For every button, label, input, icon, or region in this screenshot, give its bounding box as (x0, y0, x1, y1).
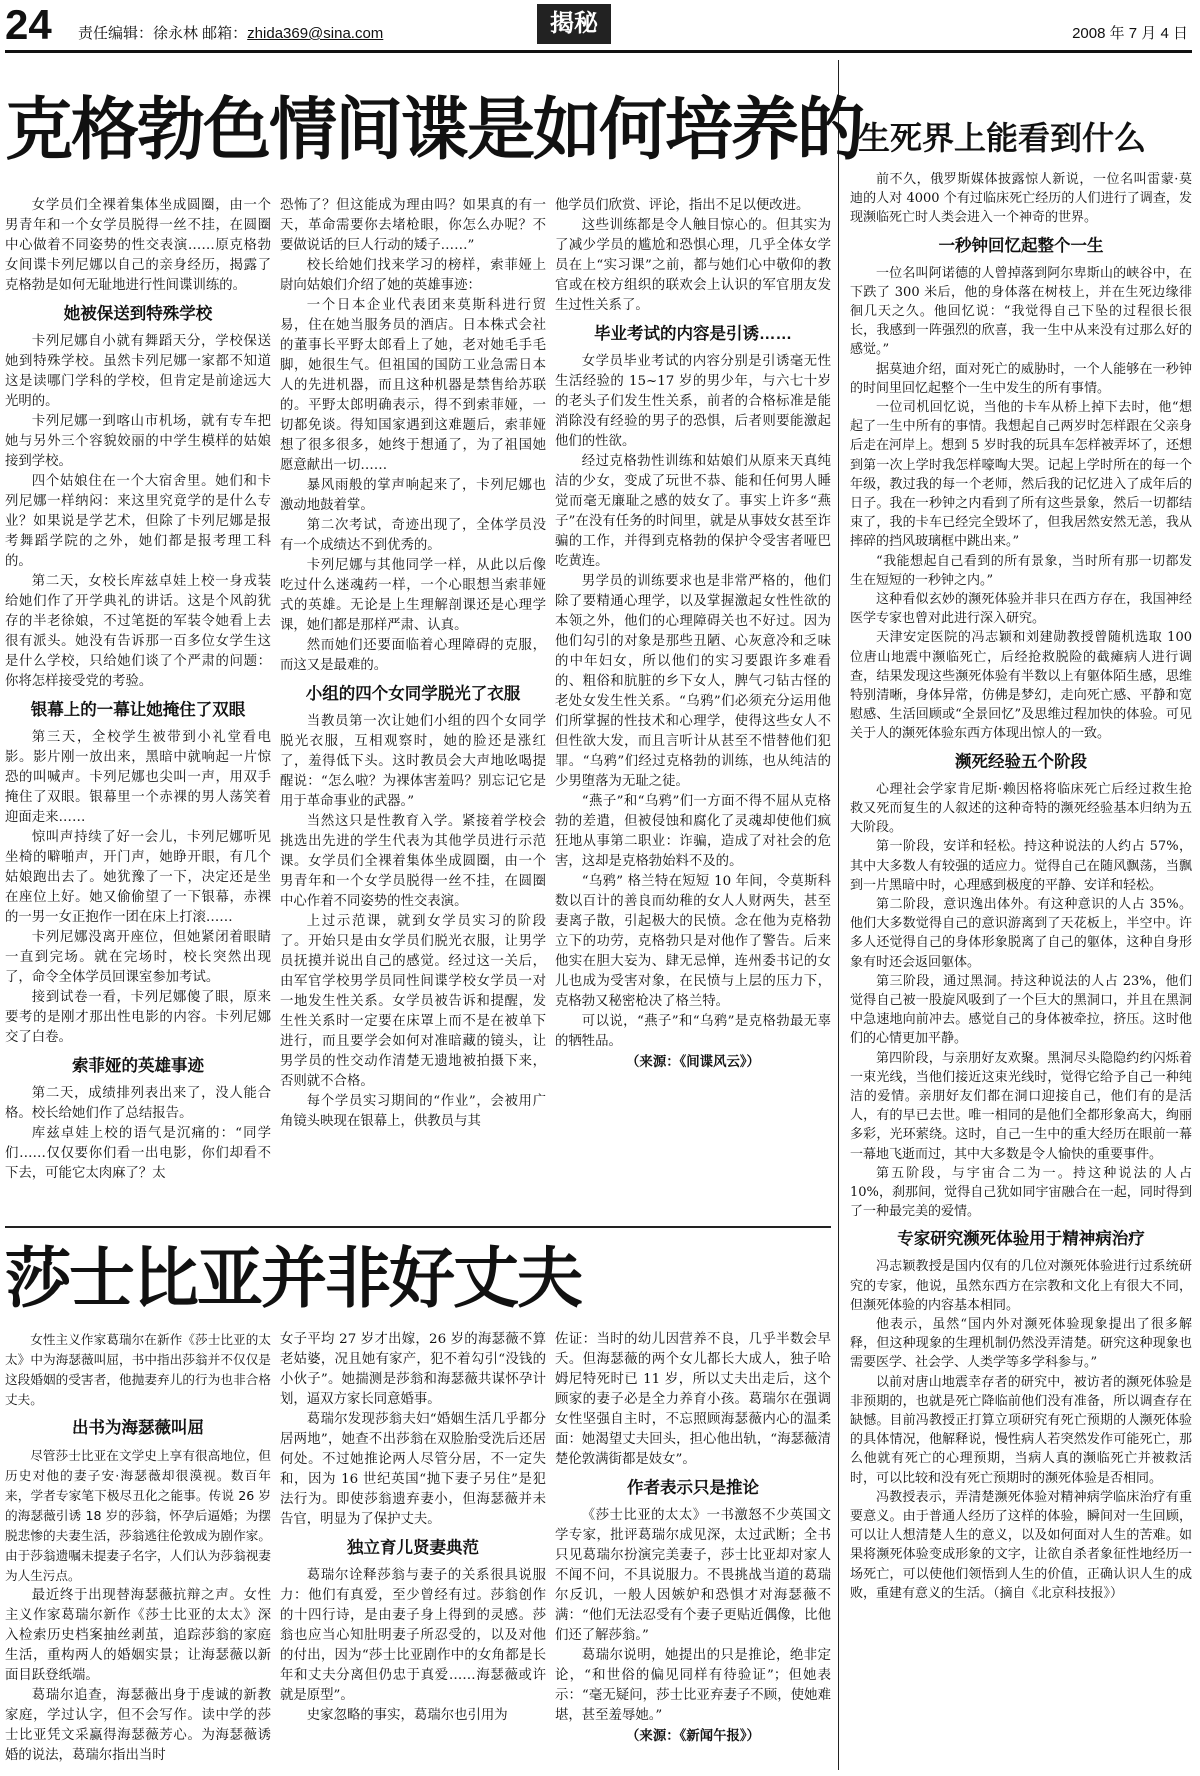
paragraph: 女学员们全裸着集体坐成圆圈，由一个男青年和一个女学员脱得一丝不挂，在圆圈中心做着不同姿势的性交表演……原克格勃女间谍卡列尼娜以自己的亲身经历，揭露了克格勃是如何无耻地进行性间谍训练的。 (5, 198, 271, 293)
paragraph: 葛瑞尔发现莎翁夫妇“婚姻生活几乎都分居两地”，她查不出莎翁在双脸胎受洗后还居何处。不过她推论两人尽管分居，不一定失和，因为 16 世纪英国“抛下妻子另住”是犯法行为。即使莎翁遗弃妻小，但海瑟薇并未告官，明显为了保护丈夫。 (280, 1412, 546, 1527)
paragraph: 四个姑娘住在一个大宿舍里。她们和卡列尼娜一样纳闷：来这里究竟学的是什么专业？如果说是学艺术，但除了卡列尼娜是报考舞蹈学院的之外，她们都是报考理工科的。 (5, 474, 271, 569)
paragraph: 接到试卷一看，卡列尼娜傻了眼，原来要考的是刚才那出性电影的内容。卡列尼娜交了白卷。 (5, 990, 271, 1045)
paragraph: 第二天，成绩排列表出来了，没人能合格。校长给她们作了总结报告。 (5, 1086, 271, 1121)
paragraph: 经过克格勃性训练和姑娘们从原来天真纯洁的少女，变成了玩世不恭、能和任何男人睡觉而毫无廉耻之感的妓女了。事实上许多“燕子”在没有任务的时间里，就是从事妓女甚至诈骗的工作，并得到克格勃的保护令受害者哑巴吃黄连。 (555, 454, 831, 569)
subheading: 濒死经验五个阶段 (955, 752, 1087, 771)
paragraph: 当教员第一次让她们小组的四个女同学脱光衣服，互相观察时，她的脸还是涨红了，羞得低下头。这时教员会大声地吆喝提醒说：“怎么啦？为裸体害羞吗？别忘记它是用于革命事业的武器。” (280, 714, 546, 809)
paragraph: 冯教授表示，弄清楚濒死体验对精神病学临床治疗有重要意义。由于普通人经历了这样的体验，瞬间对一生回顾，可以让人想清楚人生的意义，以及如何面对人生的苦难。如果将濒死体验变成形象的文字，让欲自杀者象征性地经历一场死亡，可以使他们领悟到人生的价值，正确认识人生的成败，重建有意义的生活。（摘自《北京科技报》） (850, 1489, 1192, 1601)
paragraph: 第三阶段，通过黑洞。持这种说法的人占 23%，他们觉得自己被一股旋风吸到了一个巨大的黑洞口，并且在黑洞中急速地向前冲去。感觉自己的身体被牵拉，挤压。这时他们的心情更加平静。 (850, 973, 1192, 1047)
article-divider (5, 1226, 831, 1228)
paragraph: 《莎士比亚的太太》一书激怒不少英国文学专家，批评葛瑞尔成见深，太过武断；全书只见葛瑞尔扮演完美妻子，莎士比亚却对家人不闻不问，不具说服力。不畏挑战当道的葛瑞尔反讥，一般人因嫉妒和恐惧才对海瑟薇不满：“他们无法忍受有个妻子更贴近偶像，比他们还了解莎翁。” (555, 1508, 831, 1643)
source-credit: （来源：《新闻午报》） (626, 1728, 760, 1743)
paragraph: 库兹卓娃上校的语气是沉痛的：“同学们……仅仅要你们看一出电影，你们却看不下去，可能它太肉麻了？太 (5, 1126, 271, 1181)
paragraph: 惊叫声持续了好一会儿，卡列尼娜听见坐椅的噼啪声，开门声，她睁开眼，有几个姑娘跑出去了。她犹豫了一下，决定还是坐在座位上好。她又偷偷望了一下银幕，赤裸的一男一女正抱作一团在床上打滚…… (5, 830, 271, 925)
article1-col2 (280, 196, 546, 1216)
paragraph: 每个学员实习期间的“作业”，会被用广角镜头映现在银幕上，供教员与其 (280, 1094, 546, 1129)
paragraph: 心理社会学家肯尼斯·赖因格将临床死亡后经过救生抢救又死而复生的人叙述的这种奇特的濒死经验基本归纳为五大阶段。 (850, 781, 1192, 836)
subheading: 出书为海瑟薇叫屈 (72, 1419, 204, 1437)
paragraph: 第三天，全校学生被带到小礼堂看电影。影片刚一放出来，黑暗中就响起一片惊恐的叫喊声。卡列尼娜也尖叫一声，用双手掩住了双眼。银幕里一个赤裸的男人荡笑着迎面走来…… (5, 730, 271, 825)
paragraph: 第五阶段，与宇宙合二为一。持这种说法的人占 10%，刹那间，觉得自己犹如同宇宙融合在一起，同时得到了一种最完美的爱情。 (850, 1165, 1192, 1220)
paragraph: 可以说，“燕子”和“乌鸦”是克格勃最无辜的牺牲品。 (555, 1014, 831, 1049)
subheading: 作者表示只是推论 (627, 1479, 759, 1497)
paragraph: 卡列尼娜一到喀山市机场，就有专车把她与另外三个容貌姣丽的中学生模样的姑娘接到学校。 (5, 414, 271, 469)
paragraph: 他表示，虽然“国内外对濒死体验现象提出了很多解释，但这种现象的生理机制仍然没弄清楚。研究这种现象也需要医学、社会学、人类学等多学科参与。” (850, 1316, 1192, 1371)
section-badge: 揭秘 (537, 4, 611, 44)
paragraph: 葛瑞尔诠释莎翁与妻子的关系很具说服力：他们有真爱，至少曾经有过。莎翁创作的十四行诗，是由妻子身上得到的灵感。莎翁也应当心知肚明妻子所忍受的，以及对他的付出，因为“莎士比亚剧作中的女角都是长年和丈夫分离但仍忠于真爱……海瑟薇或许就是原型”。 (280, 1568, 546, 1703)
paragraph: 第二阶段，意识逸出体外。有这种意识的人占 35%。他们大多数觉得自己的意识游离到了天花板上，半空中。许多人还觉得自己的身体形象脱离了自己的躯体，这种自身形象有时还会返回躯体。 (850, 896, 1192, 970)
paragraph: 女子平均 27 岁才出嫁，26 岁的海瑟薇不算老姑婆，况且她有家产，犯不着勾引“没钱的小伙子”。她揣测是莎翁和海瑟薇共谋怀孕计划，逼双方家长同意婚事。 (280, 1332, 546, 1407)
article2-col1 (5, 1330, 271, 1770)
article2-title: 莎士比亚并非好丈夫 (5, 1241, 581, 1315)
paragraph: 一个日本企业代表团来莫斯科进行贸易，住在她当服务员的酒店。日本株式会社的董事长平野太郎看上了她，老对她毛手毛脚，她很生气。但祖国的国防工业急需日本人的先进机器，而且这种机器是禁售给苏联的。平野太郎明确表示，得不到索菲娅，一切都免谈。得知国家遇到这难题后，索菲娅想了很多很多，她终于想通了，为了祖国她愿意献出一切…… (280, 298, 546, 473)
paragraph: 最近终于出现替海瑟薇抗辩之声。女性主义作家葛瑞尔新作《莎士比亚的太太》深入检索历史档案抽丝剥茧，追踪莎翁的家庭生活，重构两人的婚姻实景；让海瑟薇以新面目跃登纸端。 (5, 1588, 271, 1683)
subheading: 小组的四个女同学脱光了衣服 (305, 685, 521, 703)
editor-email[interactable]: zhida369@sina.com (247, 25, 384, 42)
subheading: 一秒钟回忆起整个一生 (938, 236, 1104, 255)
article1-col3 (555, 196, 831, 1216)
paragraph: 佐证：当时的幼儿因营养不良，几乎半数会早夭。但海瑟薇的两个女儿都长大成人，独子哈姆尼特死时已 11 岁，所以丈夫出走后，这个顾家的妻子必是全力养育小孩。葛瑞尔在强调女性坚强自主时，不忘照顾海瑟薇内心的温柔面：她渴望丈夫回头，担心他出轨，“海瑟薇清楚伦敦满街都是妓女”。 (555, 1332, 831, 1467)
paragraph: 第二次考试，奇迹出现了，全体学员没有一个成绩达不到优秀的。 (280, 518, 546, 553)
paragraph: 第二天，女校长库兹卓娃上校一身戎装给她们作了开学典礼的讲话。这是个风韵犹存的半老徐娘，不过笔挺的军装令她看上去很有派头。她没有告诉那一百多位女学生这是什么学校，只给她们谈了个严肃的问题：你将怎样接受党的考验。 (5, 574, 271, 689)
paragraph: 校长给她们找来学习的榜样，索菲娅上尉向姑娘们介绍了她的英雄事迹： (280, 258, 546, 293)
article1-title: 克格勃色情间谍是如何培养的 (5, 92, 864, 168)
paragraph: 卡列尼娜与其他同学一样，从此以后像吃过什么迷魂药一样，一个心眼想当索菲娅式的英雄。无论是上生理解剖课还是心理学课，她们都是那样严肃、认真。 (280, 558, 546, 633)
paragraph: 第一阶段，安详和轻松。持这种说法的人约占 57%，其中大多数人有较强的适应力。觉得自己在随风飘荡，当飘到一片黑暗中时，心理感到极度的平静、安详和轻松。 (850, 839, 1192, 893)
subheading: 专家研究濒死体验用于精神病治疗 (897, 1230, 1145, 1249)
source-credit: （来源：《间谍风云》） (626, 1054, 760, 1069)
article3-col (850, 170, 1192, 1770)
issue-date: 2008 年 7 月 4 日 (1072, 25, 1188, 42)
paragraph: 葛瑞尔追查，海瑟薇出身于虔诚的新教家庭，学过认字，但不会写作。读中学的莎士比亚凭文采赢得海瑟薇芳心。为海瑟薇诱婚的说法，葛瑞尔指出当时 (5, 1688, 271, 1763)
article3-title: 生死界上能看到什么 (858, 120, 1147, 156)
paragraph: 前不久，俄罗斯媒体披露惊人新说，一位名叫雷蒙·莫迪的人对 4000 个有过临床死亡经历的人们进行了调查，发现濒临死亡时人类会进入一个神奇的世界。 (850, 172, 1192, 226)
paragraph: 这种看似玄妙的濒死体验并非只在西方存在，我国神经医学专家也曾对此进行深入研究。 (850, 592, 1192, 627)
editor-line (78, 22, 383, 43)
paragraph: 暴风雨般的掌声响起来了，卡列尼娜也激动地鼓着掌。 (280, 478, 546, 513)
paragraph: 第四阶段，与亲朋好友欢聚。黑洞尽头隐隐约约闪烁着一束光线，当他们接近这束光线时，觉得它给予自己一种纯洁的爱情。亲朋好友们都在洞口迎接自己，他们有的是活人，有的早已去世。唯一相同的是他们全都形象高大，绚丽多彩，光环萦绕。这时，自己一生中的重大经历在眼前一幕一幕地飞逝而过，其中大多数是令人愉快的重要事件。 (850, 1050, 1192, 1162)
subheading: 她被保送到特殊学校 (63, 305, 213, 323)
subheading: 毕业考试的内容是引诱…… (594, 325, 792, 343)
paragraph: “燕子”和“乌鸦”们一方面不得不屈从克格勃的差遣，但被侵蚀和腐化了灵魂却使他们疯狂地从事第二职业：诈骗，造成了对社会的危害，这却是克格勃始料不及的。 (555, 794, 831, 869)
paragraph: 女学员毕业考试的内容分别是引诱毫无性生活经验的 15~17 岁的男少年，与六七十岁的老头子们发生性关系，前者的合格标准是能消除没有经验的男子的恐惧，后者则要能激起他们的性欲。 (555, 354, 831, 449)
paragraph: 这些训练都是令人触目惊心的。但其实为了减少学员的尴尬和恐惧心理，几乎全体女学员在上“实习课”之前，都与她们心中敬仰的教官或在校方组织的联欢会上认识的军官朋友发生过性关系了。 (555, 218, 831, 313)
paragraph: 冯志颖教授是国内仅有的几位对濒死体验进行过系统研究的专家，他说，虽然东西方在宗教和文化上有很大不同，但濒死体验的内容基本相同。 (850, 1259, 1192, 1313)
header-rule (5, 50, 1192, 53)
article2-col2 (280, 1330, 546, 1770)
subheading: 索菲娅的英雄事迹 (72, 1057, 204, 1075)
subheading: 独立育儿贤妻典范 (347, 1539, 479, 1557)
paragraph: 当然这只是性教育入学。紧接着学校会挑选出先进的学生代表为其他学员进行示范课。女学员们全裸着集体坐成圆圈，由一个男青年和一个女学员脱得一丝不挂，在圆圈中心作着不同姿势的性交表演。 (280, 814, 546, 909)
paragraph: “我能想起自己看到的所有景象，当时所有那一切都发生在短短的一秒钟之内。” (850, 553, 1192, 588)
paragraph: 上过示范课，就到女学员实习的阶段了。开始只是由女学员们脱光衣服，让男学员抚摸并说出自己的感觉。经过这一关后，由军官学校男学员同性间谍学校女学员一对一地发生性关系。女学员被告诉和提醒，发生性关系时一定要在床罩上而不是在被单下进行，而且要学会如何对准暗藏的镜头，让男学员的性交动作清楚无遗地被拍摄下来，否则就不合格。 (280, 914, 546, 1089)
paragraph: 天津安定医院的冯志颖和刘建勋教授曾随机选取 100 位唐山地震中濒临死亡，后经抢救脱险的截瘫病人进行调查，结果发现这些濒死体验有半数以上有躯体陌生感，思维特别清晰，身体异常，仿佛是梦幻，走向死亡感、平静和宽慰感、生活回顾或“全景回忆”及思维过程加快的体验。可见关于人的濒死体验东西方体现出惊人的一致。 (850, 630, 1192, 742)
page-number: 24 (5, 1, 52, 48)
paragraph: 葛瑞尔说明，她提出的只是推论，绝非定论，“和世俗的偏见同样有待验证”；但她表示：“毫无疑问，莎士比亚弃妻子不顾，使她难堪，甚至羞辱她。” (555, 1648, 831, 1723)
editor-text: 责任编辑：徐永林 邮箱： (78, 25, 248, 42)
paragraph: “乌鸦” 格兰特在短短 10 年间，令莫斯科数以百计的善良而幼稚的女人人财两失，甚至妻离子散，引起极大的民愤。念在他为克格勃立下的功劳，克格勃只是对他作了警告。后来他实在胆大妄为、肆无忌惮，连州委书记的女儿也成为受害对象，在民愤与上层的压力下，克格勃又秘密枪决了格兰特。 (555, 874, 831, 1009)
subheading: 银幕上的一幕让她掩住了双眼 (30, 701, 246, 719)
paragraph: 他学员们欣赏、评论，指出不足以便改进。 (555, 198, 810, 213)
paragraph: 尽管莎士比亚在文学史上享有很高地位，但历史对他的妻子安·海瑟薇却很漠视。数百年来，学者专家笔下极尽丑化之能事。传说 26 岁的海瑟薇引诱 18 岁的莎翁，怀孕后逼婚；为摆脱悲惨的夫妻生活，莎翁逃往伦敦成为剧作家。由于莎翁遗嘱未提妻子名字，人们认为莎翁视妻为人生污点。 (5, 1448, 271, 1583)
column-divider-right (838, 60, 839, 1770)
article1-col1 (5, 196, 271, 1216)
paragraph: 男学员的训练要求也是非常严格的，他们除了要精通心理学，以及掌握激起女性性欲的本领之外，他们的心理障碍关也不好过。因为他们勾引的对象是那些丑陋、心灰意冷和乏味的中年妇女，所以他们的实习要跟许多难看的、粗俗和肮脏的乡下女人，脾气刁钻古怪的老处女发生性关系。“乌鸦”们必须充分运用他们所掌握的性技术和心理学，使得这些女人不但性欲大发，而且言听计从甚至不惜替他们犯罪。“乌鸦”们经过克格勃的训练，也从纯洁的少男堕落为无耻之徒。 (555, 574, 831, 789)
paragraph: 以前对唐山地震幸存者的研究中，被访者的濒死体验是非预期的，也就是死亡降临前他们没有准备，所以调查存在缺憾。目前冯教授正打算立项研究有死亡预期的人濒死体验的具体情况，他解释说，慢性病人若突然发作可能死亡，那么他就有死亡的心理预期，当病人真的濒临死亡并被救活时，可以比较和没有死亡预期时的濒死体验是否相同。 (850, 1374, 1192, 1486)
paragraph: 然而她们还要面临着心理障碍的克服，而这又是最难的。 (280, 638, 546, 673)
paragraph: 史家忽略的事实，葛瑞尔也引用为 (306, 1708, 508, 1723)
article2-col3 (555, 1330, 831, 1770)
paragraph: 恐怖了？但这能成为理由吗？如果真的有一天，革命需要你去堵枪眼，你怎么办呢？不要做说话的巨人行动的矮子……” (280, 198, 546, 253)
paragraph: 女性主义作家葛瑞尔在新作《莎士比亚的太太》中为海瑟薇叫屈，书中指出莎翁并不仅仅是这段婚姻的受害者，他抛妻弃儿的行为也非合格丈夫。 (5, 1332, 271, 1407)
paragraph: 一位名叫阿诺德的人曾掉落到阿尔卑斯山的峡谷中，在下跌了 300 米后，他的身体落在树枝上，并在生死边缘徘徊几天之久。他回忆说：“我觉得自己下坠的过程很长很长，我感到一阵强烈的欣喜，我一生中从来没有过那么好的感觉。” (850, 265, 1192, 358)
paragraph: 卡列尼娜自小就有舞蹈天分，学校保送她到特殊学校。虽然卡列尼娜一家都不知道这是读哪门学科的学校，但肯定是前途远大光明的。 (5, 334, 271, 409)
paragraph: 据莫迪介绍，面对死亡的威胁时，一个人能够在一秒钟的时间里回忆起整个一生中发生的所有事情。 (850, 361, 1192, 396)
paragraph: 一位司机回忆说，当他的卡车从桥上掉下去时，他“想起了一生中所有的事情。我想起自己两岁时怎样跟在父亲身后走在河岸上。想到 5 岁时我的玩具车怎样被弄坏了，还想到第一次上学时我怎样嚎啕大哭。记起上学时所在的每一个年级，教过我的每一个老师，然后我的记忆进入了成年后的日子。我在一秒钟之内看到了所有这些景象，然后一切都结束了，我的卡车已经完全毁坏了，但我居然安然无恙，我从摔碎的挡风玻璃框中跳出来。” (850, 400, 1192, 550)
paragraph: 卡列尼娜没离开座位，但她紧闭着眼睛一直到完场。就在完场时，校长突然出现了，命令全体学员回课室参加考试。 (5, 930, 271, 985)
